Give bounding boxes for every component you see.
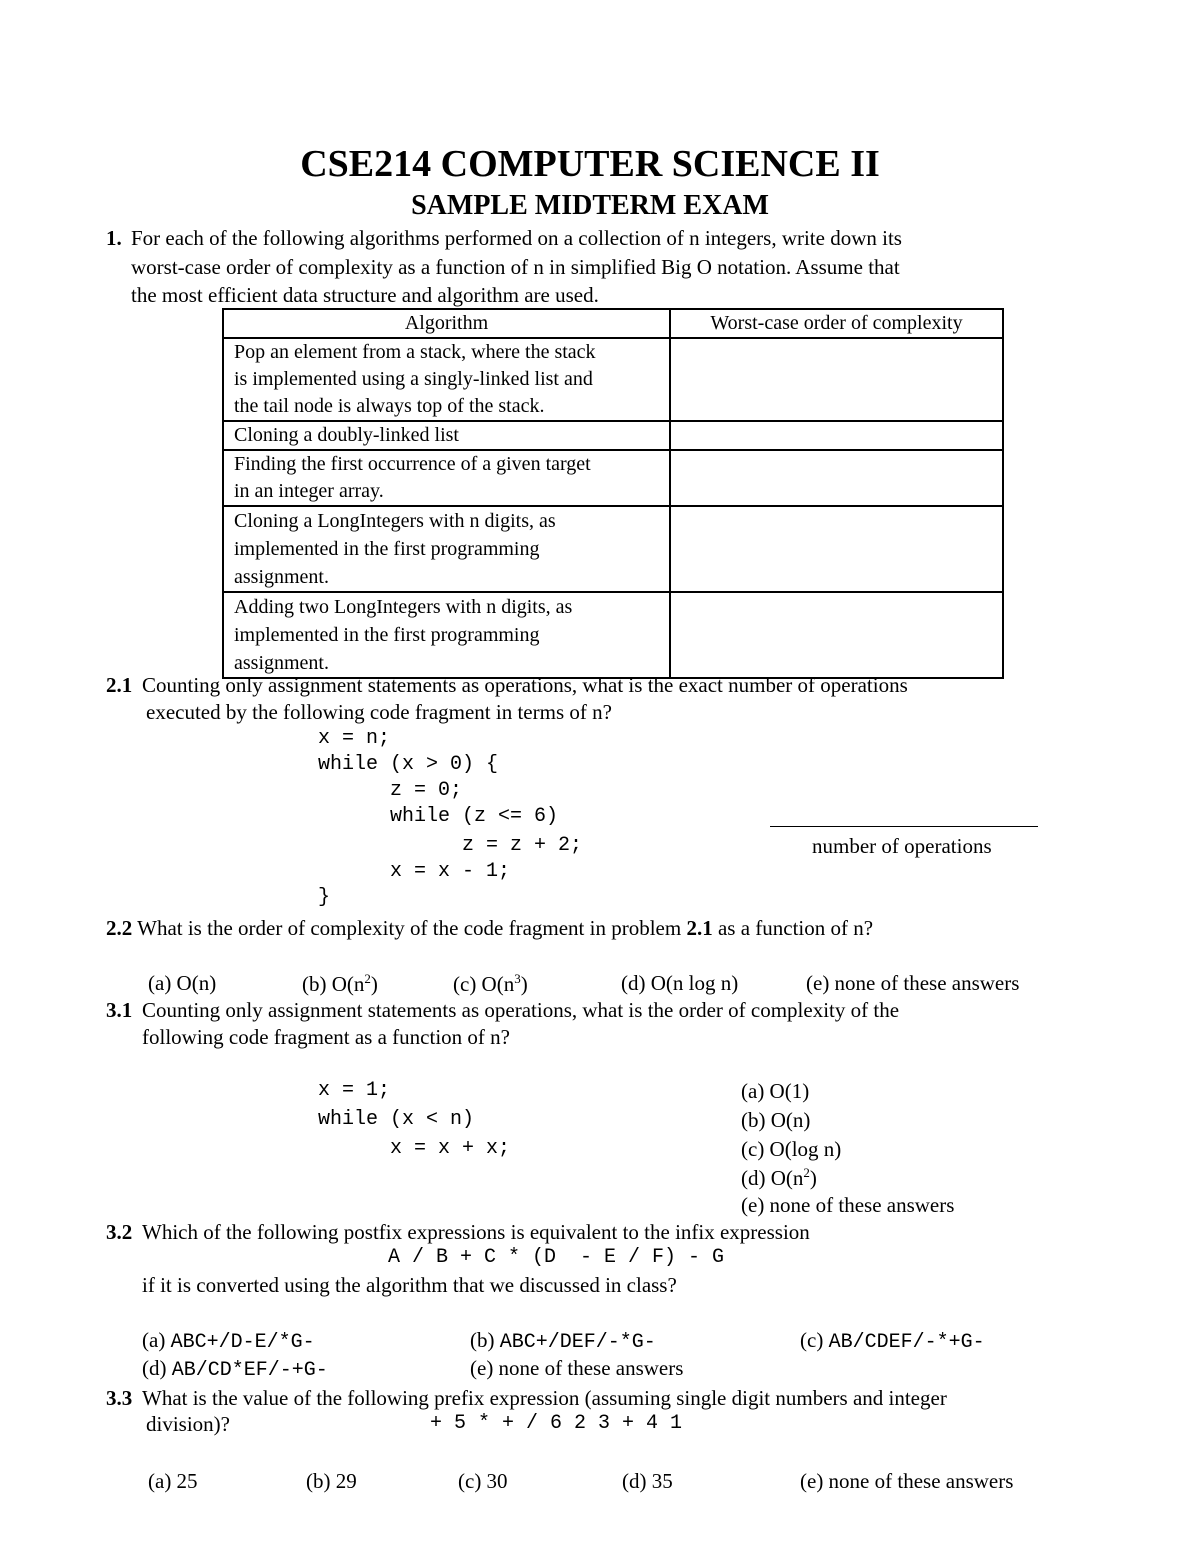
algorithm-cell <box>223 338 670 421</box>
question-text: Which of the following postfix expressions is equivalent to the infix expression <box>142 1220 810 1244</box>
code-line: } <box>318 886 331 909</box>
answer-cell[interactable] <box>670 592 1003 678</box>
algorithm-cell <box>223 592 670 678</box>
option-d[interactable] <box>142 1356 328 1382</box>
page-subtitle: SAMPLE MIDTERM EXAM <box>411 190 769 221</box>
code-line: z = 0; <box>390 779 463 802</box>
table-row <box>223 592 1003 678</box>
column-header-complexity: Worst-case order of complexity <box>670 309 1003 338</box>
superscript: 2 <box>364 971 371 986</box>
option-b[interactable] <box>470 1328 656 1354</box>
option-e[interactable]: (e) none of these answers <box>470 1356 684 1380</box>
option-c[interactable] <box>453 971 528 997</box>
option-e[interactable]: (e) none of these answers <box>741 1193 955 1217</box>
option-d[interactable]: (d) 35 <box>622 1469 673 1493</box>
option-text: (d) O(n <box>741 1166 804 1190</box>
infix-expression: A / B + C * (D - E / F) - G <box>388 1246 725 1269</box>
option-e[interactable]: (e) none of these answers <box>800 1469 1014 1493</box>
option-text: (c) O(n <box>453 972 515 996</box>
option-b[interactable] <box>302 971 378 997</box>
question-number: 3.2 <box>106 1220 133 1244</box>
question-number: 1. <box>106 226 122 250</box>
option-a[interactable] <box>142 1328 315 1354</box>
cell-line: Adding two LongIntegers with n digits, as <box>234 596 573 618</box>
option-e[interactable]: (e) none of these answers <box>806 971 1020 995</box>
answer-cell[interactable] <box>670 338 1003 421</box>
code-line: x = x + x; <box>390 1137 511 1160</box>
algorithm-cell <box>223 450 670 506</box>
option-d[interactable]: (d) O(n log n) <box>621 971 739 995</box>
column-header-algorithm: Algorithm <box>223 309 670 338</box>
option-label: (d) <box>142 1356 172 1380</box>
option-label: (b) <box>470 1328 500 1352</box>
table-row <box>223 506 1003 592</box>
question-text-part: as a function of n? <box>712 916 874 940</box>
option-text: ) <box>809 1166 817 1190</box>
question-text: following code fragment as a function of n? <box>142 1025 510 1049</box>
page-title: CSE214 COMPUTER SCIENCE II <box>300 143 880 185</box>
option-value: AB/CD*EF/-+G- <box>171 1359 328 1382</box>
option-a[interactable]: (a) O(n) <box>148 971 217 995</box>
option-c[interactable]: (c) 30 <box>458 1469 508 1493</box>
option-a[interactable]: (a) 25 <box>148 1469 198 1493</box>
question-text: division)? <box>146 1412 230 1436</box>
code-line: z = z + 2; <box>462 834 583 857</box>
cell-line: Pop an element from a stack, where the stack <box>234 341 596 363</box>
question-text: Counting only assignment statements as operations, what is the exact number of operations <box>142 673 908 697</box>
table-row <box>223 421 1003 450</box>
cell-line: in an integer array. <box>234 480 384 502</box>
question-text: For each of the following algorithms performed on a collection of n integers, write down its <box>131 226 902 250</box>
option-b[interactable]: (b) O(n) <box>741 1108 811 1132</box>
option-b[interactable]: (b) 29 <box>306 1469 357 1493</box>
table-header-row <box>223 309 1003 338</box>
question-text <box>106 916 873 941</box>
question-text: Counting only assignment statements as operations, what is the order of complexity of the <box>142 998 900 1022</box>
option-d[interactable] <box>741 1165 817 1191</box>
complexity-table <box>222 308 1004 679</box>
option-text: ) <box>520 972 528 996</box>
code-line: while (z <= 6) <box>390 805 559 828</box>
cell-line: Finding the first occurrence of a given target <box>234 453 591 475</box>
answer-blank-label: number of operations <box>812 834 992 858</box>
question-text: executed by the following code fragment in terms of n? <box>146 700 612 724</box>
table-row <box>223 450 1003 506</box>
cell-line: assignment. <box>234 652 329 674</box>
answer-blank-line[interactable] <box>770 826 1038 827</box>
option-c[interactable]: (c) O(log n) <box>741 1137 842 1161</box>
cell-line: Cloning a LongIntegers with n digits, as <box>234 510 556 532</box>
cell-line: implemented in the first programming <box>234 538 540 560</box>
option-label: (a) <box>142 1328 171 1352</box>
option-a[interactable]: (a) O(1) <box>741 1079 810 1103</box>
option-text: ) <box>370 972 378 996</box>
answer-cell[interactable] <box>670 506 1003 592</box>
question-text: if it is converted using the algorithm that we discussed in class? <box>142 1273 677 1297</box>
question-number: 2.2 <box>106 916 133 940</box>
option-text: (b) O(n <box>302 972 365 996</box>
option-label: (c) <box>800 1328 829 1352</box>
superscript: 2 <box>803 1165 810 1180</box>
question-text: What is the value of the following prefix expression (assuming single digit numbers and integer <box>142 1386 947 1410</box>
code-line: while (x < n) <box>318 1108 475 1131</box>
algorithm-cell <box>223 421 670 450</box>
option-c[interactable] <box>800 1328 985 1354</box>
cell-line: implemented in the first programming <box>234 624 540 646</box>
code-line: x = 1; <box>318 1079 391 1102</box>
table-row <box>223 338 1003 421</box>
code-line: while (x > 0) { <box>318 753 499 776</box>
question-text-part: What is the order of complexity of the code fragment in problem <box>137 916 687 940</box>
option-value: ABC+/DEF/-*G- <box>499 1331 656 1354</box>
question-text: the most efficient data structure and algorithm are used. <box>131 283 599 307</box>
question-number: 3.1 <box>106 998 133 1022</box>
superscript: 3 <box>514 971 521 986</box>
answer-cell[interactable] <box>670 450 1003 506</box>
option-value: ABC+/D-E/*G- <box>170 1331 315 1354</box>
question-number: 3.3 <box>106 1386 133 1410</box>
algorithm-cell <box>223 506 670 592</box>
code-line: x = n; <box>318 727 391 750</box>
question-text: worst-case order of complexity as a function of n in simplified Big O notation. Assume that <box>131 255 900 279</box>
question-reference: 2.1 <box>686 916 713 940</box>
answer-cell[interactable] <box>670 421 1003 450</box>
cell-line: assignment. <box>234 566 329 588</box>
prefix-expression: + 5 * + / 6 2 3 + 4 1 <box>430 1412 683 1435</box>
option-value: AB/CDEF/-*+G- <box>828 1331 985 1354</box>
code-line: x = x - 1; <box>390 860 511 883</box>
cell-line: is implemented using a singly-linked list and <box>234 368 593 390</box>
cell-line: the tail node is always top of the stack. <box>234 395 545 417</box>
cell-line: Cloning a doubly-linked list <box>234 424 459 446</box>
question-number: 2.1 <box>106 673 133 697</box>
